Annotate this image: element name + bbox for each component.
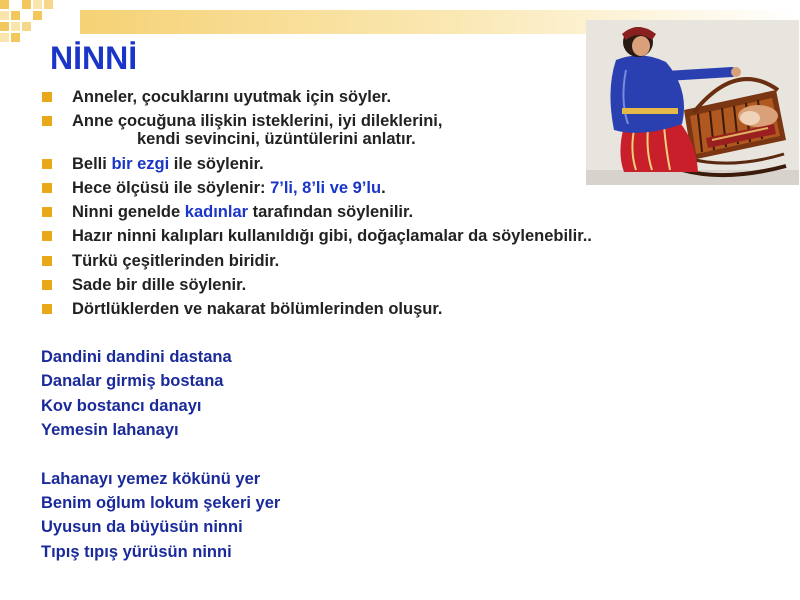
square-bullet-icon xyxy=(42,159,52,169)
square-bullet-icon xyxy=(42,92,52,102)
stanza-gap xyxy=(41,443,280,467)
square-bullet-icon xyxy=(42,231,52,241)
bullet-item xyxy=(42,203,722,221)
bullet-text: Anneler, çocuklarını uyutmak için söyler. xyxy=(72,88,392,106)
bullet-text: Anne çocuğuna ilişkin isteklerini, iyi dileklerini, xyxy=(72,112,443,131)
bullet-item xyxy=(42,252,722,270)
poem-line: Danalar girmiş bostana xyxy=(41,372,224,391)
square-bullet-icon xyxy=(42,183,52,193)
bullet-text: Sade bir dille söylenir. xyxy=(72,276,247,295)
bullet-text: Belli xyxy=(72,154,112,173)
highlighted-term: 7’li, 8’li ve 9’lu xyxy=(270,178,382,197)
square-bullet-icon xyxy=(42,116,52,126)
mother-cradle-photo xyxy=(586,20,799,185)
mother-cradle-illustration xyxy=(586,20,799,185)
bullet-text: Hece ölçüsü ile söylenir: xyxy=(72,178,271,197)
poem-line: Uyusun da büyüsün ninni xyxy=(41,518,243,537)
bullet-text: ile söylenir. xyxy=(169,154,264,173)
poem-line: Tıpış tıpış yürüsün ninni xyxy=(41,542,232,561)
poem-line: Benim oğlum lokum şekeri yer xyxy=(41,494,281,513)
square-bullet-icon xyxy=(42,280,52,290)
bullet-text: . xyxy=(381,178,386,197)
bullet-text: Hazır ninni kalıpları kullanıldığı gibi, doğaçlamalar da söylenebilir.. xyxy=(72,227,592,246)
slide-title: NİNNİ xyxy=(50,40,138,76)
bullet-item xyxy=(42,300,722,318)
square-bullet-icon xyxy=(42,256,52,266)
poem-line: Yemesin lahanayı xyxy=(41,421,179,440)
bullet-text: Dörtlüklerden ve nakarat bölümlerinden oluşur. xyxy=(72,300,443,319)
poem-line: Kov bostancı danayı xyxy=(41,396,202,415)
square-bullet-icon xyxy=(42,304,52,314)
bullet-text: tarafından söylenilir. xyxy=(248,203,414,222)
poem-line: Lahanayı yemez kökünü yer xyxy=(41,469,261,488)
lullaby-poem xyxy=(41,345,280,564)
highlighted-term: kadınlar xyxy=(184,203,249,222)
square-bullet-icon xyxy=(42,207,52,217)
bullet-item xyxy=(42,276,722,294)
bullet-item xyxy=(42,227,722,245)
highlighted-term: bir ezgi xyxy=(111,154,170,173)
bullet-text: Türkü çeşitlerinden biridir. xyxy=(72,251,280,270)
bullet-text-continuation: kendi sevincini, üzüntülerini anlatır. xyxy=(137,130,416,149)
poem-line: Dandini dandini dastana xyxy=(41,348,232,366)
bullet-text: Ninni genelde xyxy=(72,203,185,222)
